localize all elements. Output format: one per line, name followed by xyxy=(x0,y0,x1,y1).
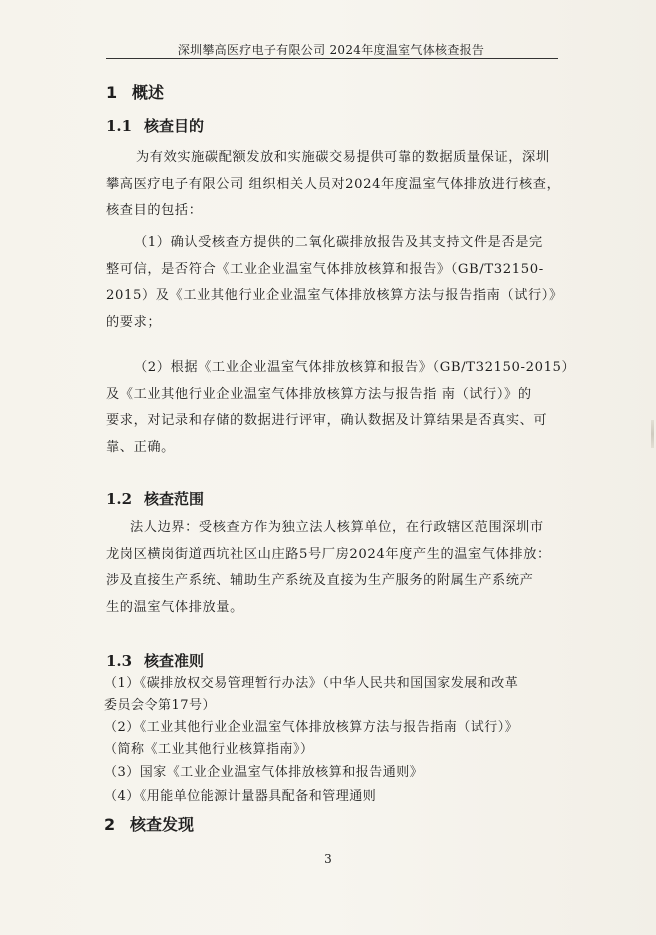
text-line: 2015）及《工业其他行业企业温室气体排放核算方法与报告指南（试行）》 xyxy=(106,288,563,303)
scope-paragraph xyxy=(106,515,598,621)
criteria-item-4 xyxy=(104,786,376,808)
criteria-item-3 xyxy=(104,762,423,784)
criteria-item-1 xyxy=(104,673,518,717)
section-number: 2 xyxy=(104,815,116,834)
purpose-intro xyxy=(106,145,598,225)
scan-edge-mark xyxy=(651,420,654,448)
text-line: 为有效实施碳配额发放和实施碳交易提供可靠的数据质量保证，深圳 xyxy=(136,150,550,165)
text-line: （4）《用能单位能源计量器具配备和管理通则 xyxy=(104,789,377,804)
text-line: 龙岗区横岗街道西坑社区山庄路5号厂房2024年度产生的温室气体排放： xyxy=(106,546,551,562)
text-line: 核查目的包括： xyxy=(106,203,203,218)
criteria-item-2 xyxy=(104,717,518,761)
text-line: （简称《工业其他行业核算指南》） xyxy=(104,742,314,757)
page-number: 3 xyxy=(324,852,332,866)
section-1-1-heading xyxy=(106,115,204,136)
text-line: （1）《碳排放权交易管理暂行办法》（中华人民共和国国家发展和改革 xyxy=(104,676,519,691)
text-line: 及《工业其他行业企业温室气体排放核算方法与报告指 南（试行）》的 xyxy=(106,386,532,402)
text-line: 要求，对记录和存储的数据进行评审，确认数据及计算结果是否真实、可 xyxy=(106,413,548,428)
text-line: （2）根据《工业企业温室气体排放核算和报告》（GB/T32150-2015） xyxy=(134,360,576,375)
section-title: 核查范围 xyxy=(144,490,205,508)
running-header: 深圳攀高医疗电子有限公司 2024年度温室气体核查报告 xyxy=(177,43,485,57)
section-number: 1.3 xyxy=(106,652,133,670)
section-1-2-heading xyxy=(106,488,204,509)
purpose-point-2 xyxy=(106,355,598,461)
section-title: 核查发现 xyxy=(130,815,195,834)
header-rule xyxy=(106,58,558,59)
text-line: 靠、正确。 xyxy=(106,439,175,455)
section-title: 概述 xyxy=(132,83,165,102)
text-line: （1）确认受核查方提供的二氧化碳排放报告及其支持文件是否是完 xyxy=(134,235,543,250)
text-line: （3）国家《工业企业温室气体排放核算和报告通则》 xyxy=(104,765,424,780)
text-line: 攀高医疗电子有限公司 组织相关人员对2024年度温室气体排放进行核查， xyxy=(106,176,561,192)
section-number: 1.1 xyxy=(106,117,133,135)
text-line: 生的温室气体排放量。 xyxy=(106,599,244,615)
purpose-point-1 xyxy=(106,230,598,336)
section-number: 1 xyxy=(106,83,118,102)
section-1-3-heading xyxy=(106,650,204,671)
section-title: 核查目的 xyxy=(144,117,205,135)
text-line: 整可信，是否符合《工业企业温室气体排放核算和报告》（GB/T32150- xyxy=(106,261,544,277)
section-2-heading xyxy=(104,812,194,835)
text-line: （2）《工业其他行业企业温室气体排放核算方法与报告指南（试行）》 xyxy=(104,720,519,735)
text-line: 的要求； xyxy=(106,314,162,330)
text-line: 委员会令第17号） xyxy=(104,698,217,713)
section-title: 核查准则 xyxy=(144,652,205,670)
section-number: 1.2 xyxy=(106,490,133,508)
section-1-heading xyxy=(106,80,164,103)
text-line: 法人边界：受核查方作为独立法人核算单位，在行政辖区范围深圳市 xyxy=(130,520,544,535)
text-line: 涉及直接生产系统、辅助生产系统及直接为生产服务的附属生产系统产 xyxy=(106,573,534,588)
